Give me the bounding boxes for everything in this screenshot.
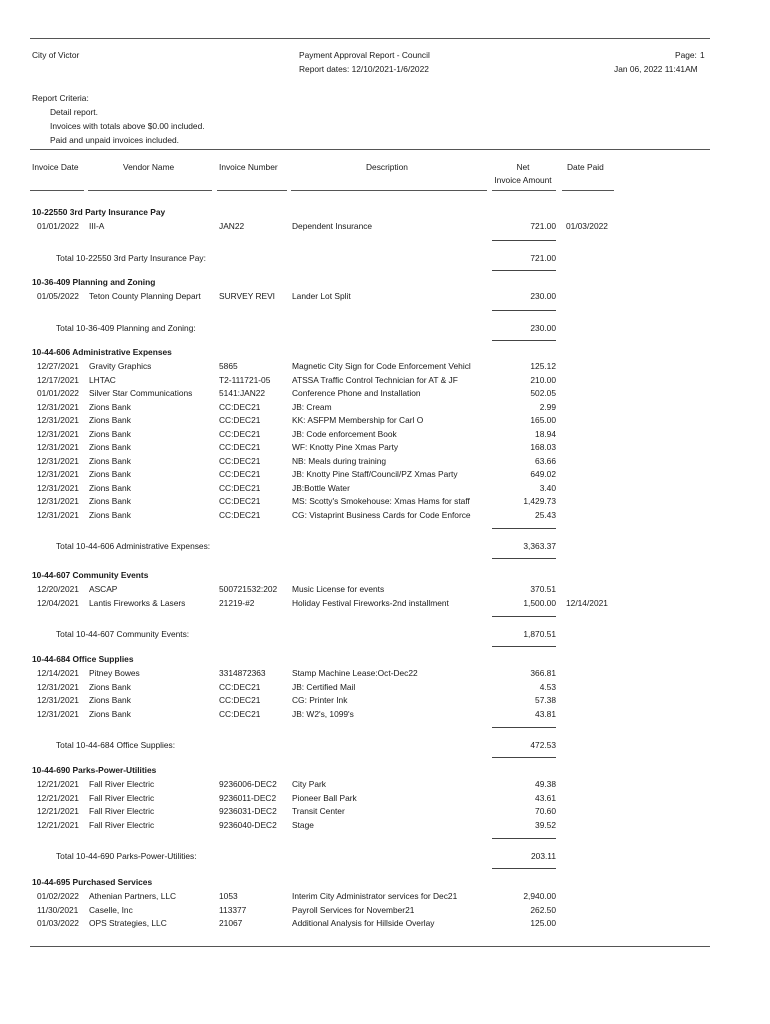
section-total-label: Total 10-44-690 Parks-Power-Utilities:	[56, 851, 197, 861]
row-invoice-date: 12/17/2021	[37, 374, 79, 385]
section-total-amount: 203.11	[531, 851, 556, 861]
row-vendor: Fall River Electric	[89, 806, 155, 816]
row-description: Transit Center	[292, 806, 345, 816]
row-invoice-number: CC:DEC21	[219, 455, 261, 466]
row-invoice-number: CC:DEC21	[219, 415, 261, 425]
row-description: Pioneer Ball Park	[292, 792, 357, 803]
col-underline	[562, 190, 614, 191]
section-total-label: Total 10-44-606 Administrative Expenses:	[56, 541, 211, 551]
row-description: JB:Bottle Water	[292, 482, 350, 493]
row-invoice-date: 11/30/2021	[37, 904, 79, 915]
section-title: 10-44-606 Administrative Expenses	[32, 347, 172, 357]
row-description: NB: Meals during training	[292, 455, 387, 466]
row-invoice-number: CC:DEC21	[219, 496, 261, 506]
row-vendor: Zions Bank	[89, 695, 131, 705]
subtotal-rule	[492, 838, 556, 839]
report-timestamp: Jan 06, 2022 11:41AM	[614, 64, 698, 74]
bottom-rule	[30, 946, 710, 947]
section-total-amount: 1,870.51	[523, 629, 556, 639]
col-net: Net	[516, 162, 530, 172]
row-amount: 649.02	[530, 469, 556, 479]
row-invoice-number: 21067	[219, 918, 243, 928]
row-description: Holiday Festival Fireworks-2nd installment	[292, 597, 449, 608]
col-underline	[492, 190, 556, 191]
row-vendor: Zions Bank	[89, 496, 131, 506]
row-date-paid: 12/14/2021	[566, 597, 608, 608]
criteria-title: Report Criteria:	[32, 93, 89, 103]
report-title: Payment Approval Report - Council	[299, 50, 430, 60]
row-vendor: Zions Bank	[89, 401, 131, 412]
row-invoice-date: 12/31/2021	[37, 401, 79, 412]
row-invoice-date: 12/31/2021	[37, 469, 79, 479]
row-vendor: Teton County Planning Depart	[89, 291, 201, 301]
section-total-amount: 3,363.37	[523, 541, 556, 551]
section-total-label: Total 10-22550 3rd Party Insurance Pay:	[56, 252, 206, 263]
row-vendor: Zions Bank	[89, 428, 131, 439]
row-invoice-date: 12/21/2021	[37, 806, 79, 816]
row-amount: 125.00	[530, 918, 556, 928]
col-date-paid: Date Paid	[567, 162, 604, 172]
row-invoice-number: CC:DEC21	[219, 442, 261, 452]
row-invoice-number: 9236011-DEC2	[219, 792, 277, 803]
section-total-label: Total 10-36-409 Planning and Zoning:	[56, 322, 196, 333]
row-amount: 1,500.00	[523, 597, 556, 608]
row-invoice-number: 5141:JAN22	[219, 388, 266, 398]
org-name: City of Victor	[32, 50, 80, 60]
row-invoice-date: 12/31/2021	[37, 455, 79, 466]
col-vendor-name: Vendor Name	[123, 162, 175, 172]
row-vendor: Zions Bank	[89, 482, 131, 493]
row-vendor: Zions Bank	[89, 509, 131, 520]
row-amount: 230.00	[530, 291, 556, 301]
col-invoice-date: Invoice Date	[32, 162, 79, 172]
row-amount: 165.00	[530, 415, 556, 425]
row-invoice-number: 9236006-DEC2	[219, 779, 277, 789]
criteria-line: Invoices with totals above $0.00 included.	[50, 121, 205, 131]
row-invoice-number: 5865	[219, 361, 238, 371]
row-invoice-number: CC:DEC21	[219, 428, 261, 439]
row-vendor: LHTAC	[89, 374, 116, 385]
row-amount: 210.00	[530, 374, 556, 385]
row-invoice-date: 12/31/2021	[37, 496, 79, 506]
row-amount: 2,940.00	[523, 891, 556, 901]
row-vendor: Silver Star Communications	[89, 388, 193, 398]
row-amount: 168.03	[530, 442, 556, 452]
row-amount: 125.12	[530, 361, 556, 371]
row-description: Conference Phone and Installation	[292, 388, 421, 398]
row-invoice-date: 12/21/2021	[37, 792, 79, 803]
row-vendor: Zions Bank	[89, 455, 131, 466]
row-amount: 70.60	[535, 806, 556, 816]
row-vendor: Zions Bank	[89, 708, 131, 719]
row-description: Lander Lot Split	[292, 291, 351, 301]
col-underline	[88, 190, 212, 191]
row-vendor: Fall River Electric	[89, 779, 155, 789]
row-description: Interim City Administrator services for Dec21	[292, 891, 458, 901]
page-label: Page:	[675, 50, 697, 60]
row-vendor: Zions Bank	[89, 469, 131, 479]
row-invoice-number: CC:DEC21	[219, 401, 261, 412]
subtotal-rule	[492, 558, 556, 559]
row-invoice-date: 12/31/2021	[37, 428, 79, 439]
top-rule	[30, 38, 710, 39]
subtotal-rule	[492, 616, 556, 617]
row-amount: 39.52	[535, 819, 556, 830]
row-description: JB: W2's, 1099's	[292, 708, 354, 719]
row-invoice-date: 12/31/2021	[37, 695, 79, 705]
row-amount: 4.53	[539, 681, 556, 692]
section-total-amount: 721.00	[530, 252, 556, 263]
row-vendor: Zions Bank	[89, 415, 131, 425]
subtotal-rule	[492, 310, 556, 311]
row-vendor: Athenian Partners, LLC	[89, 891, 177, 901]
row-invoice-number: 500721532:202	[219, 584, 278, 594]
row-invoice-date: 12/31/2021	[37, 442, 79, 452]
section-total-label: Total 10-44-607 Community Events:	[56, 629, 190, 639]
row-date-paid: 01/03/2022	[566, 221, 608, 231]
subtotal-rule	[492, 646, 556, 647]
col-invoice-number: Invoice Number	[219, 162, 278, 172]
row-invoice-date: 12/14/2021	[37, 668, 79, 678]
row-description: JB: Knotty Pine Staff/Council/PZ Xmas Party	[292, 469, 458, 479]
section-title: 10-44-695 Purchased Services	[32, 877, 153, 887]
row-invoice-number: CC:DEC21	[219, 708, 261, 719]
row-vendor: Zions Bank	[89, 442, 131, 452]
criteria-line: Detail report.	[50, 107, 98, 117]
row-description: Music License for events	[292, 584, 385, 594]
row-description: KK: ASFPM Membership for Carl O	[292, 415, 424, 425]
row-invoice-date: 12/04/2021	[37, 597, 79, 608]
row-invoice-date: 12/21/2021	[37, 779, 79, 789]
section-title: 10-44-684 Office Supplies	[32, 654, 134, 664]
row-invoice-number: 9236031-DEC2	[219, 806, 277, 816]
row-amount: 1,429.73	[523, 496, 556, 506]
row-invoice-number: CC:DEC21	[219, 695, 261, 705]
col-invoice-amount: Invoice Amount	[494, 175, 552, 185]
col-underline	[30, 190, 84, 191]
row-vendor: Fall River Electric	[89, 792, 155, 803]
row-amount: 3.40	[539, 482, 556, 493]
section-total-amount: 472.53	[530, 740, 556, 750]
row-invoice-date: 12/31/2021	[37, 681, 79, 692]
subtotal-rule	[492, 270, 556, 271]
row-vendor: Fall River Electric	[89, 819, 155, 830]
row-invoice-date: 01/01/2022	[37, 388, 79, 398]
row-invoice-date: 12/31/2021	[37, 708, 79, 719]
subtotal-rule	[492, 528, 556, 529]
row-invoice-number: 9236040-DEC2	[219, 819, 277, 830]
subtotal-rule	[492, 727, 556, 728]
row-invoice-number: CC:DEC21	[219, 509, 261, 520]
row-amount: 18.94	[535, 428, 556, 439]
row-description: Payroll Services for November21	[292, 904, 415, 915]
row-amount: 721.00	[530, 221, 556, 231]
subtotal-rule	[492, 340, 556, 341]
row-description: ATSSA Traffic Control Technician for AT & JF	[292, 374, 458, 385]
row-invoice-number: 113377	[219, 904, 247, 915]
row-vendor: Gravity Graphics	[89, 361, 152, 371]
section-title: 10-22550 3rd Party Insurance Pay	[32, 207, 166, 217]
row-description: Additional Analysis for Hillside Overlay	[292, 918, 435, 928]
row-description: City Park	[292, 779, 326, 789]
row-invoice-date: 01/05/2022	[37, 291, 79, 301]
row-invoice-date: 12/31/2021	[37, 415, 79, 425]
subtotal-rule	[492, 868, 556, 869]
row-invoice-date: 01/03/2022	[37, 918, 79, 928]
row-invoice-number: JAN22	[219, 221, 245, 231]
row-amount: 25.43	[535, 509, 556, 520]
row-description: MS: Scotty's Smokehouse: Xmas Hams for staff	[292, 496, 470, 506]
row-amount: 2.99	[539, 401, 556, 412]
row-amount: 370.51	[530, 584, 556, 594]
row-description: Magnetic City Sign for Code Enforcement Vehicl	[292, 361, 471, 371]
row-invoice-number: CC:DEC21	[219, 681, 261, 692]
col-description: Description	[366, 162, 408, 172]
section-title: 10-44-690 Parks-Power-Utilities	[32, 765, 157, 775]
criteria-line: Paid and unpaid invoices included.	[50, 135, 179, 145]
section-title: 10-44-607 Community Events	[32, 570, 149, 580]
section-title: 10-36-409 Planning and Zoning	[32, 277, 156, 287]
section-total-label: Total 10-44-684 Office Supplies:	[56, 740, 176, 750]
row-vendor: OPS Strategies, LLC	[89, 918, 167, 928]
col-underline	[291, 190, 487, 191]
row-invoice-number: SURVEY REVI	[219, 291, 276, 301]
row-invoice-number: T2-111721-05	[219, 374, 271, 385]
row-invoice-number: 1053	[219, 891, 238, 901]
row-invoice-date: 12/31/2021	[37, 509, 79, 520]
row-invoice-date: 12/21/2021	[37, 819, 79, 830]
row-invoice-number: 21219-#2	[219, 597, 255, 608]
row-description: CG: Vistaprint Business Cards for Code Enforce	[292, 509, 471, 520]
row-invoice-date: 12/31/2021	[37, 482, 79, 493]
row-vendor: Zions Bank	[89, 681, 131, 692]
row-vendor: III-A	[89, 221, 105, 231]
row-amount: 502.05	[530, 388, 556, 398]
row-invoice-date: 01/02/2022	[37, 891, 79, 901]
row-invoice-date: 01/01/2022	[37, 221, 79, 231]
row-vendor: Caselle, Inc	[89, 904, 133, 915]
row-invoice-number: CC:DEC21	[219, 482, 261, 493]
row-amount: 57.38	[535, 695, 556, 705]
section-total-amount: 230.00	[530, 322, 556, 333]
row-amount: 49.38	[535, 779, 556, 789]
row-amount: 366.81	[530, 668, 556, 678]
row-invoice-number: CC:DEC21	[219, 469, 261, 479]
subtotal-rule	[492, 240, 556, 241]
row-amount: 43.61	[535, 792, 556, 803]
row-vendor: ASCAP	[89, 584, 118, 594]
row-description: WF: Knotty Pine Xmas Party	[292, 442, 399, 452]
row-description: JB: Cream	[292, 401, 332, 412]
row-description: JB: Code enforcement Book	[292, 428, 397, 439]
row-description: CG: Printer Ink	[292, 695, 348, 705]
row-description: Stage	[292, 819, 314, 830]
report-dates: Report dates: 12/10/2021-1/6/2022	[299, 64, 429, 74]
page-number: 1	[700, 50, 705, 60]
row-vendor: Pitney Bowes	[89, 668, 140, 678]
row-description: Stamp Machine Lease:Oct-Dec22	[292, 668, 418, 678]
subtotal-rule	[492, 757, 556, 758]
criteria-rule	[30, 149, 710, 150]
row-description: Dependent Insurance	[292, 221, 373, 231]
col-underline	[217, 190, 287, 191]
row-vendor: Lantis Fireworks & Lasers	[89, 597, 186, 608]
row-invoice-number: 3314872363	[219, 668, 266, 678]
row-amount: 63.66	[535, 455, 556, 466]
row-invoice-date: 12/27/2021	[37, 361, 79, 371]
row-invoice-date: 12/20/2021	[37, 584, 79, 594]
row-amount: 262.50	[530, 904, 556, 915]
row-description: JB: Certified Mail	[292, 681, 356, 692]
row-amount: 43.81	[535, 708, 556, 719]
